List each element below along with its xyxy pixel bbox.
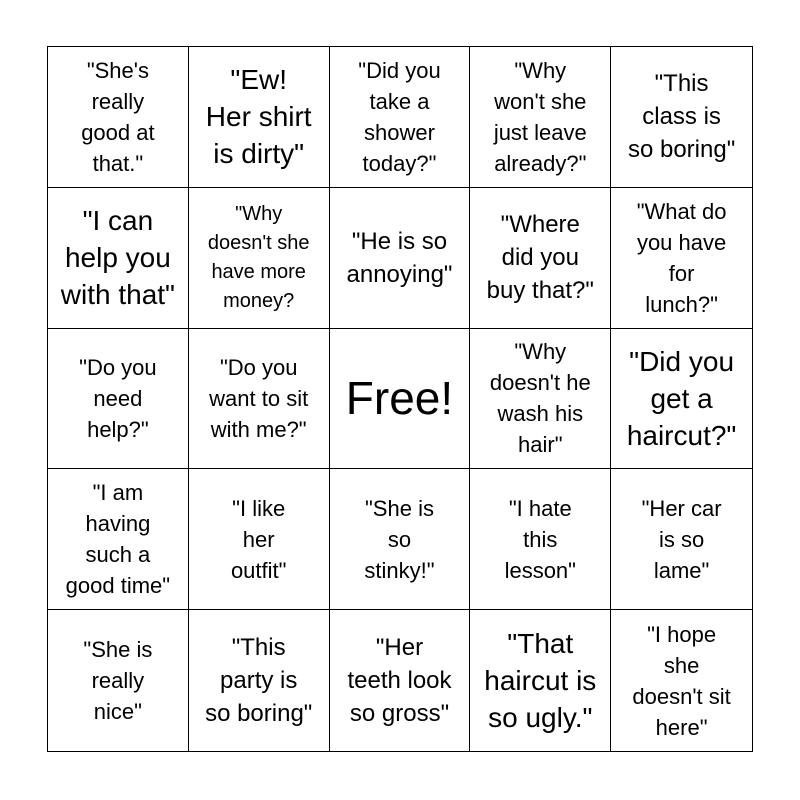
cell-text: "Did you take a shower today?" bbox=[358, 57, 441, 176]
bingo-cell-5-2[interactable] bbox=[189, 610, 330, 751]
cell-text: "That haircut is so ugly." bbox=[484, 628, 597, 734]
bingo-cell-4-4[interactable] bbox=[470, 469, 611, 610]
bingo-cell-2-3[interactable] bbox=[330, 188, 471, 329]
cell-text: "Why doesn't he wash his hair" bbox=[489, 339, 591, 458]
bingo-cell-3-1[interactable] bbox=[48, 329, 189, 470]
cell-text: "Do you want to sit with me?" bbox=[209, 354, 309, 442]
bingo-cell-3-5[interactable] bbox=[611, 329, 752, 470]
cell-text-free: Free! bbox=[345, 372, 454, 425]
cell-text: "Where did you buy that?" bbox=[486, 211, 594, 305]
cell-text: "I am having such a good time" bbox=[65, 480, 171, 599]
bingo-cell-2-1[interactable] bbox=[48, 188, 189, 329]
bingo-cell-4-1[interactable] bbox=[48, 469, 189, 610]
bingo-cell-4-2[interactable] bbox=[189, 469, 330, 610]
bingo-cell-1-4[interactable] bbox=[470, 47, 611, 188]
bingo-cell-2-2[interactable] bbox=[189, 188, 330, 329]
bingo-cell-4-5[interactable] bbox=[611, 469, 752, 610]
cell-text: "I hope she doesn't sit here" bbox=[632, 621, 731, 740]
bingo-cell-1-2[interactable] bbox=[189, 47, 330, 188]
bingo-cell-2-4[interactable] bbox=[470, 188, 611, 329]
bingo-cell-3-2[interactable] bbox=[189, 329, 330, 470]
bingo-cell-5-1[interactable] bbox=[48, 610, 189, 751]
cell-text: "He is so annoying" bbox=[346, 227, 453, 288]
cell-text: "I can help you with that" bbox=[60, 205, 175, 311]
bingo-cell-free[interactable] bbox=[330, 329, 471, 470]
bingo-cell-5-5[interactable] bbox=[611, 610, 752, 751]
cell-text: "This class is so boring" bbox=[627, 70, 736, 164]
bingo-cell-5-4[interactable] bbox=[470, 610, 611, 751]
cell-text: "Why doesn't she have more money? bbox=[207, 202, 310, 312]
bingo-cell-1-1[interactable] bbox=[48, 47, 189, 188]
bingo-board bbox=[47, 46, 753, 752]
cell-text: "She is really nice" bbox=[83, 637, 153, 725]
cell-text: "I hate this lesson" bbox=[504, 495, 576, 583]
bingo-cell-3-4[interactable] bbox=[470, 329, 611, 470]
cell-text: "Do you need help?" bbox=[79, 354, 157, 442]
cell-text: "Her car is so lame" bbox=[641, 495, 722, 583]
cell-text: "She is so stinky!" bbox=[364, 495, 435, 583]
cell-text: "Why won't she just leave already?" bbox=[493, 57, 587, 176]
bingo-cell-1-5[interactable] bbox=[611, 47, 752, 188]
cell-text: "She's really good at that." bbox=[81, 57, 155, 176]
cell-text: "Ew! Her shirt is dirty" bbox=[205, 64, 312, 170]
bingo-cell-5-3[interactable] bbox=[330, 610, 471, 751]
cell-text: "I like her outfit" bbox=[230, 495, 287, 583]
bingo-cell-1-3[interactable] bbox=[330, 47, 471, 188]
bingo-cell-2-5[interactable] bbox=[611, 188, 752, 329]
cell-text: "What do you have for lunch?" bbox=[636, 198, 727, 317]
cell-text: "This party is so boring" bbox=[205, 634, 313, 728]
bingo-cell-4-3[interactable] bbox=[330, 469, 471, 610]
cell-text: "Her teeth look so gross" bbox=[347, 634, 452, 728]
cell-text: "Did you get a haircut?" bbox=[626, 345, 737, 451]
